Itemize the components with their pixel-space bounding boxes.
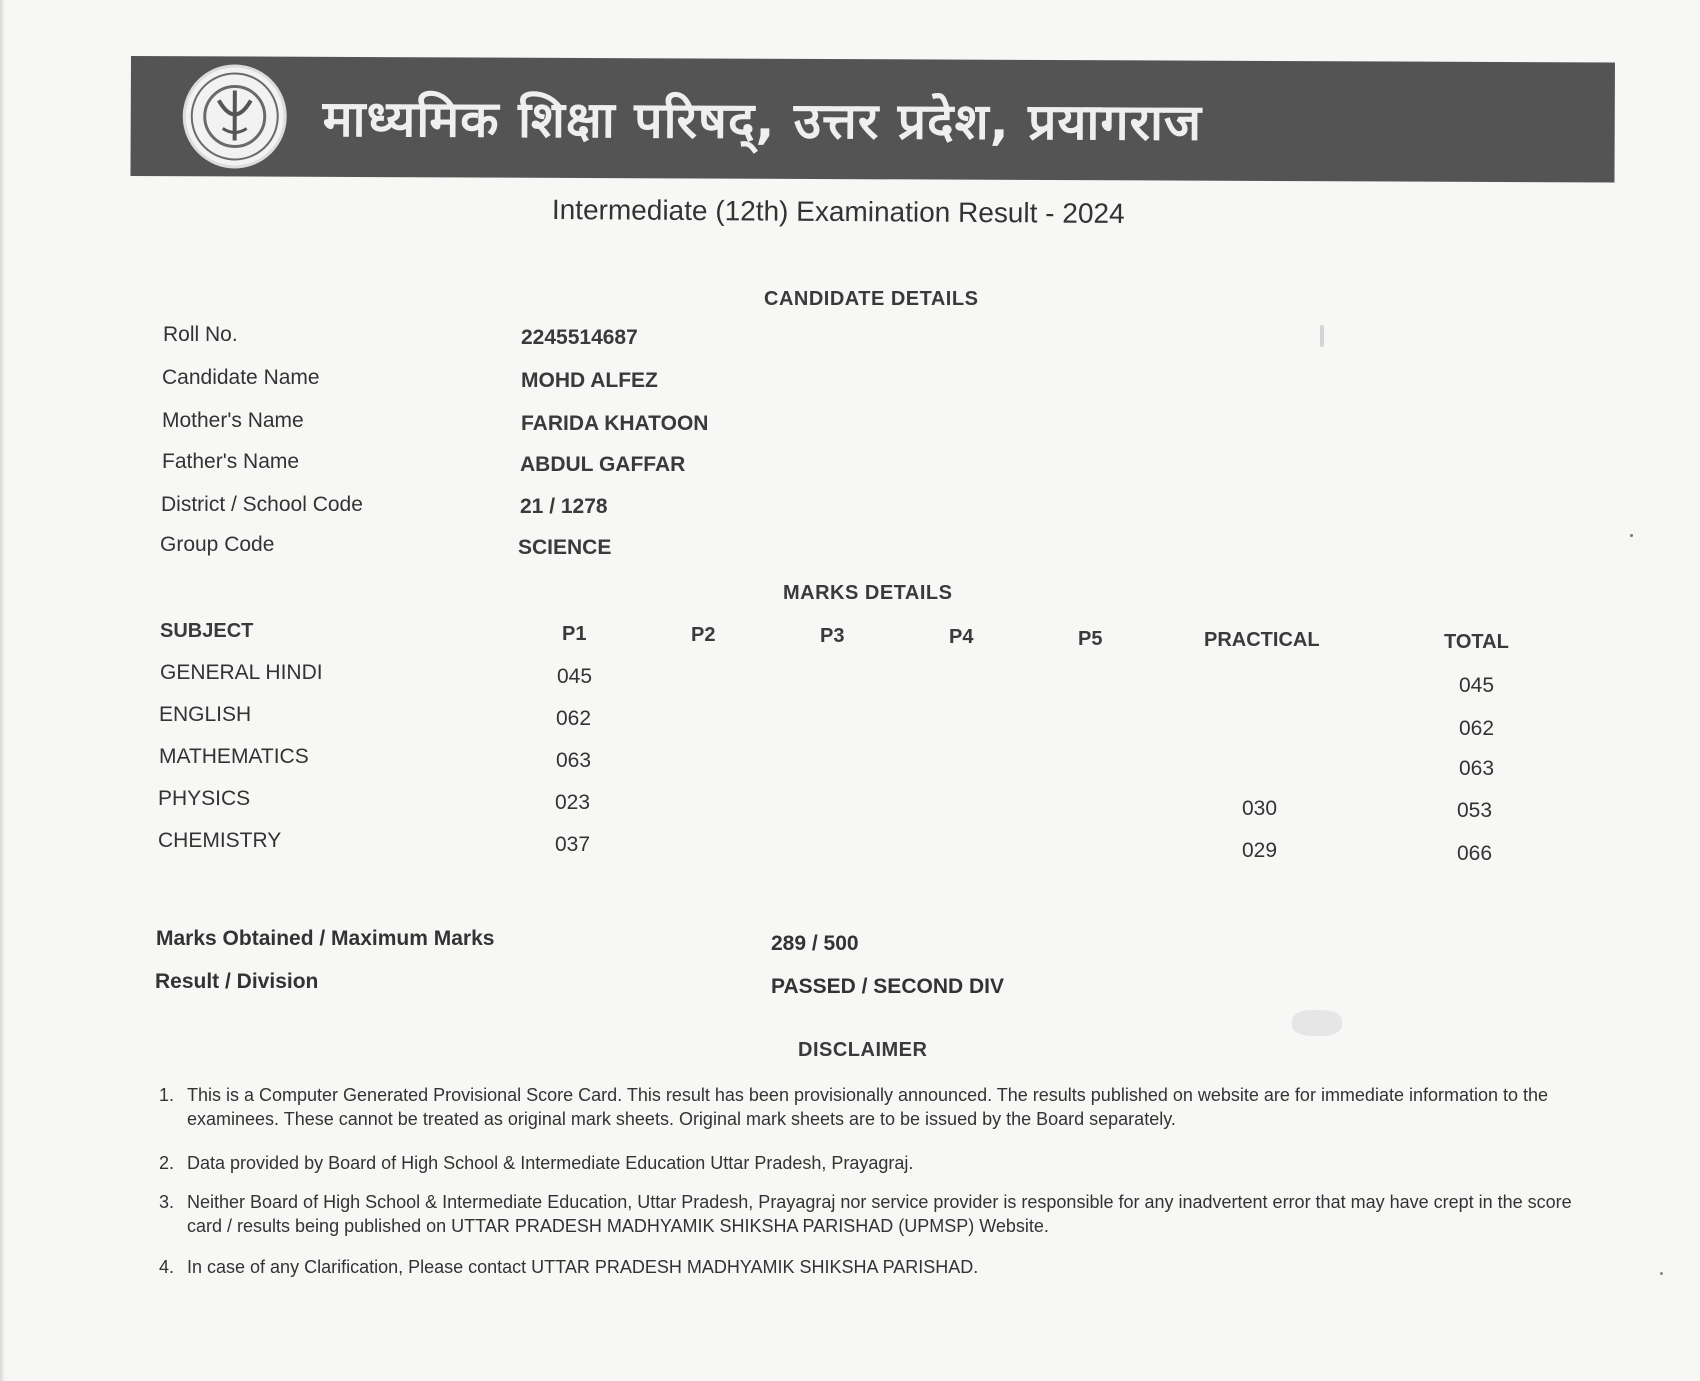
candidate-details-heading: CANDIDATE DETAILS bbox=[764, 288, 979, 310]
result-division-value: PASSED / SECOND DIV bbox=[771, 975, 1004, 998]
mother-name-value: FARIDA KHATOON bbox=[521, 412, 709, 435]
group-code-label: Group Code bbox=[160, 533, 275, 556]
candidate-name-label: Candidate Name bbox=[162, 366, 320, 389]
table-row-p1: 045 bbox=[557, 665, 593, 688]
disclaimer-number: 3. bbox=[159, 1192, 175, 1212]
district-school-code-value: 21 / 1278 bbox=[520, 495, 608, 518]
scan-mark bbox=[1660, 1272, 1663, 1275]
table-row-subject: GENERAL HINDI bbox=[160, 661, 323, 684]
disclaimer-text: This is a Computer Generated Provisional Score Card. This result has been provisionally announced. The results published on website are for immediate information to the examinees. These cannot be treated as original mark sheets. Original mark sheets are to be issued by the Board separately. bbox=[187, 1085, 1549, 1129]
table-row-subject: PHYSICS bbox=[158, 787, 251, 810]
marks-details-heading: MARKS DETAILS bbox=[783, 582, 953, 604]
marks-obtained-label: Marks Obtained / Maximum Marks bbox=[156, 927, 495, 950]
result-division-label: Result / Division bbox=[155, 970, 319, 993]
mother-name-label: Mother's Name bbox=[162, 409, 304, 432]
disclaimer-number: 1. bbox=[159, 1085, 175, 1105]
col-p1: P1 bbox=[562, 623, 587, 645]
table-row-total: 066 bbox=[1457, 842, 1493, 865]
father-name-value: ABDUL GAFFAR bbox=[520, 453, 686, 476]
disclaimer-item bbox=[159, 1083, 1579, 1131]
col-p3: P3 bbox=[820, 625, 845, 647]
table-row-p1: 063 bbox=[556, 749, 592, 772]
col-practical: PRACTICAL bbox=[1204, 629, 1320, 651]
col-p4: P4 bbox=[949, 626, 974, 648]
table-row-p1: 023 bbox=[555, 791, 591, 814]
disclaimer-heading: DISCLAIMER bbox=[798, 1039, 928, 1061]
district-school-code-label: District / School Code bbox=[161, 493, 363, 516]
disclaimer-number: 4. bbox=[159, 1257, 175, 1277]
table-row-total: 053 bbox=[1457, 799, 1493, 822]
col-total: TOTAL bbox=[1444, 631, 1509, 653]
disclaimer-item bbox=[159, 1190, 1579, 1238]
table-row-subject: MATHEMATICS bbox=[159, 745, 309, 768]
col-p2: P2 bbox=[691, 624, 716, 646]
disclaimer-text: In case of any Clarification, Please contact UTTAR PRADESH MADHYAMIK SHIKSHA PARISHAD. bbox=[187, 1257, 979, 1277]
scan-edge bbox=[0, 0, 5, 1381]
father-name-label: Father's Name bbox=[162, 450, 300, 473]
table-row-total: 063 bbox=[1459, 757, 1495, 780]
disclaimer-number: 2. bbox=[159, 1153, 175, 1173]
scan-mark bbox=[1292, 1010, 1342, 1036]
candidate-name-value: MOHD ALFEZ bbox=[521, 369, 658, 392]
col-subject: SUBJECT bbox=[160, 620, 254, 642]
scan-mark bbox=[1630, 534, 1633, 537]
col-p5: P5 bbox=[1078, 628, 1103, 650]
marks-obtained-value: 289 / 500 bbox=[771, 932, 859, 955]
table-row-practical: 029 bbox=[1242, 839, 1278, 862]
table-row-subject: ENGLISH bbox=[159, 703, 252, 726]
roll-no-value: 2245514687 bbox=[521, 326, 638, 349]
disclaimer-item bbox=[159, 1151, 1579, 1175]
group-code-value: SCIENCE bbox=[518, 536, 612, 559]
scan-mark bbox=[1320, 325, 1324, 347]
table-row-p1: 037 bbox=[555, 833, 591, 856]
table-row-p1: 062 bbox=[556, 707, 592, 730]
header-band bbox=[130, 56, 1615, 182]
table-row-practical: 030 bbox=[1242, 797, 1278, 820]
disclaimer-item bbox=[159, 1255, 1579, 1279]
table-row-total: 045 bbox=[1459, 674, 1495, 697]
exam-title: Intermediate (12th) Examination Result - 2024 bbox=[551, 194, 1125, 229]
table-row-subject: CHEMISTRY bbox=[158, 829, 282, 852]
roll-no-label: Roll No. bbox=[163, 323, 238, 346]
disclaimer-text: Neither Board of High School & Intermediate Education, Uttar Pradesh, Prayagraj nor service provider is responsible for any inadvertent error that may have crept in the score card / results being published on UTTAR PRADESH MADHYAMIK SHIKSHA PARISHAD (UPMSP) Website. bbox=[187, 1192, 1572, 1236]
board-seal-icon bbox=[183, 64, 287, 168]
table-row-total: 062 bbox=[1459, 717, 1495, 740]
disclaimer-text: Data provided by Board of High School & Intermediate Education Uttar Pradesh, Prayagraj. bbox=[187, 1153, 914, 1173]
board-title: माध्यमिक शिक्षा परिषद्, उत्तर प्रदेश, प्रयागराज bbox=[322, 89, 1203, 152]
